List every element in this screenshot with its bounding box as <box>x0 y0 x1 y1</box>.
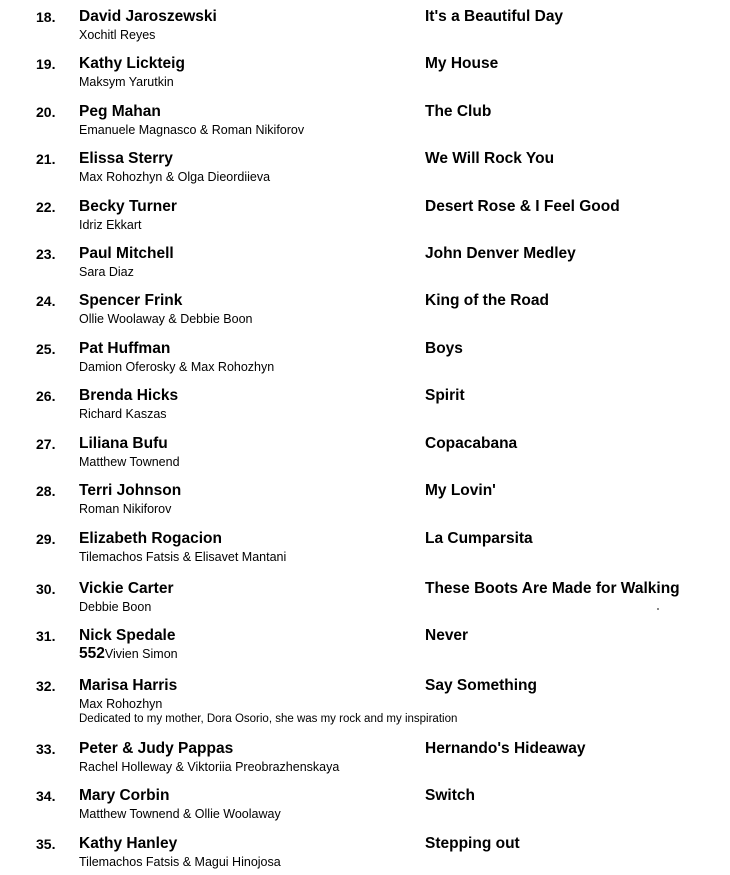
dancer-name: Mary Corbin <box>79 787 170 804</box>
song-title: Spirit <box>425 387 465 404</box>
partner-names <box>79 646 178 662</box>
dancer-name: Brenda Hicks <box>79 387 179 404</box>
entry-number: 26. <box>36 388 56 404</box>
entry-number: 33. <box>36 741 56 757</box>
partner-names: Matthew Townend <box>79 455 180 469</box>
partner-names: Richard Kaszas <box>79 407 167 421</box>
partner-names: Rachel Holleway & Viktoriia Preobrazhenskaya <box>79 760 340 774</box>
partner-prefix: 552 <box>79 645 105 662</box>
song-title: These Boots Are Made for Walking <box>425 580 680 597</box>
dancer-name: Peter & Judy Pappas <box>79 740 234 757</box>
partner-names: Matthew Townend & Ollie Woolaway <box>79 807 281 821</box>
dancer-name: Kathy Hanley <box>79 835 178 852</box>
partner-names: Max Rohozhyn <box>79 697 163 711</box>
dancer-name: Pat Huffman <box>79 340 171 357</box>
dancer-name: Marisa Harris <box>79 677 178 694</box>
song-title: Stepping out <box>425 835 520 852</box>
dancer-name: Vickie Carter <box>79 580 174 597</box>
song-title: La Cumparsita <box>425 530 533 547</box>
entry-number: 34. <box>36 788 56 804</box>
partner-names: Idriz Ekkart <box>79 218 142 232</box>
dedication-note: Dedicated to my mother, Dora Osorio, she was my rock and my inspiration <box>79 713 458 725</box>
entry-number: 32. <box>36 678 56 694</box>
partner-names: Damion Oferosky & Max Rohozhyn <box>79 360 275 374</box>
dancer-name: Liliana Bufu <box>79 435 168 452</box>
partner-names: Maksym Yarutkin <box>79 75 174 89</box>
song-title: King of the Road <box>425 292 549 309</box>
dancer-name: Becky Turner <box>79 198 177 215</box>
partner-names: Sara Diaz <box>79 265 134 279</box>
partner-names: Xochitl Reyes <box>79 28 156 42</box>
partner-names: Roman Nikiforov <box>79 502 172 516</box>
song-title: Say Something <box>425 677 537 694</box>
dancer-name: Terri Johnson <box>79 482 182 499</box>
entry-number: 28. <box>36 483 56 499</box>
partner-name-text: Vivien Simon <box>104 647 178 661</box>
song-title: John Denver Medley <box>425 245 576 262</box>
song-title: We Will Rock You <box>425 150 555 167</box>
song-title: My Lovin' <box>425 482 496 499</box>
entry-number: 35. <box>36 836 56 852</box>
partner-names: Tilemachos Fatsis & Elisavet Mantani <box>79 550 287 564</box>
dancer-name: David Jaroszewski <box>79 8 217 25</box>
song-title: It's a Beautiful Day <box>425 8 564 25</box>
dancer-name: Elizabeth Rogacion <box>79 530 222 547</box>
song-title: Switch <box>425 787 475 804</box>
entry-number: 27. <box>36 436 56 452</box>
song-title: Never <box>425 627 469 644</box>
song-title: Desert Rose & I Feel Good <box>425 198 620 215</box>
song-title: My House <box>425 55 499 72</box>
partner-names: Ollie Woolaway & Debbie Boon <box>79 312 253 326</box>
entry-number: 18. <box>36 9 56 25</box>
scan-speck <box>657 608 659 610</box>
dancer-name: Kathy Lickteig <box>79 55 185 72</box>
song-title: Boys <box>425 340 463 357</box>
dancer-name: Nick Spedale <box>79 627 176 644</box>
dancer-name: Spencer Frink <box>79 292 183 309</box>
partner-names: Tilemachos Fatsis & Magui Hinojosa <box>79 855 281 869</box>
entry-number: 31. <box>36 628 56 644</box>
partner-names: Max Rohozhyn & Olga Dieordiieva <box>79 170 271 184</box>
entry-number: 22. <box>36 199 56 215</box>
song-title: Hernando's Hideaway <box>425 740 586 757</box>
partner-names: Emanuele Magnasco & Roman Nikiforov <box>79 123 305 137</box>
dancer-name: Elissa Sterry <box>79 150 173 167</box>
dancer-name: Paul Mitchell <box>79 245 174 262</box>
entry-number: 20. <box>36 104 56 120</box>
entry-number: 24. <box>36 293 56 309</box>
dancer-name: Peg Mahan <box>79 103 161 120</box>
entry-number: 25. <box>36 341 56 357</box>
song-title: Copacabana <box>425 435 518 452</box>
song-title: The Club <box>425 103 492 120</box>
entry-number: 23. <box>36 246 56 262</box>
entry-number: 30. <box>36 581 56 597</box>
entry-number: 21. <box>36 151 56 167</box>
entry-number: 19. <box>36 56 56 72</box>
partner-names: Debbie Boon <box>79 600 152 614</box>
entry-number: 29. <box>36 531 56 547</box>
